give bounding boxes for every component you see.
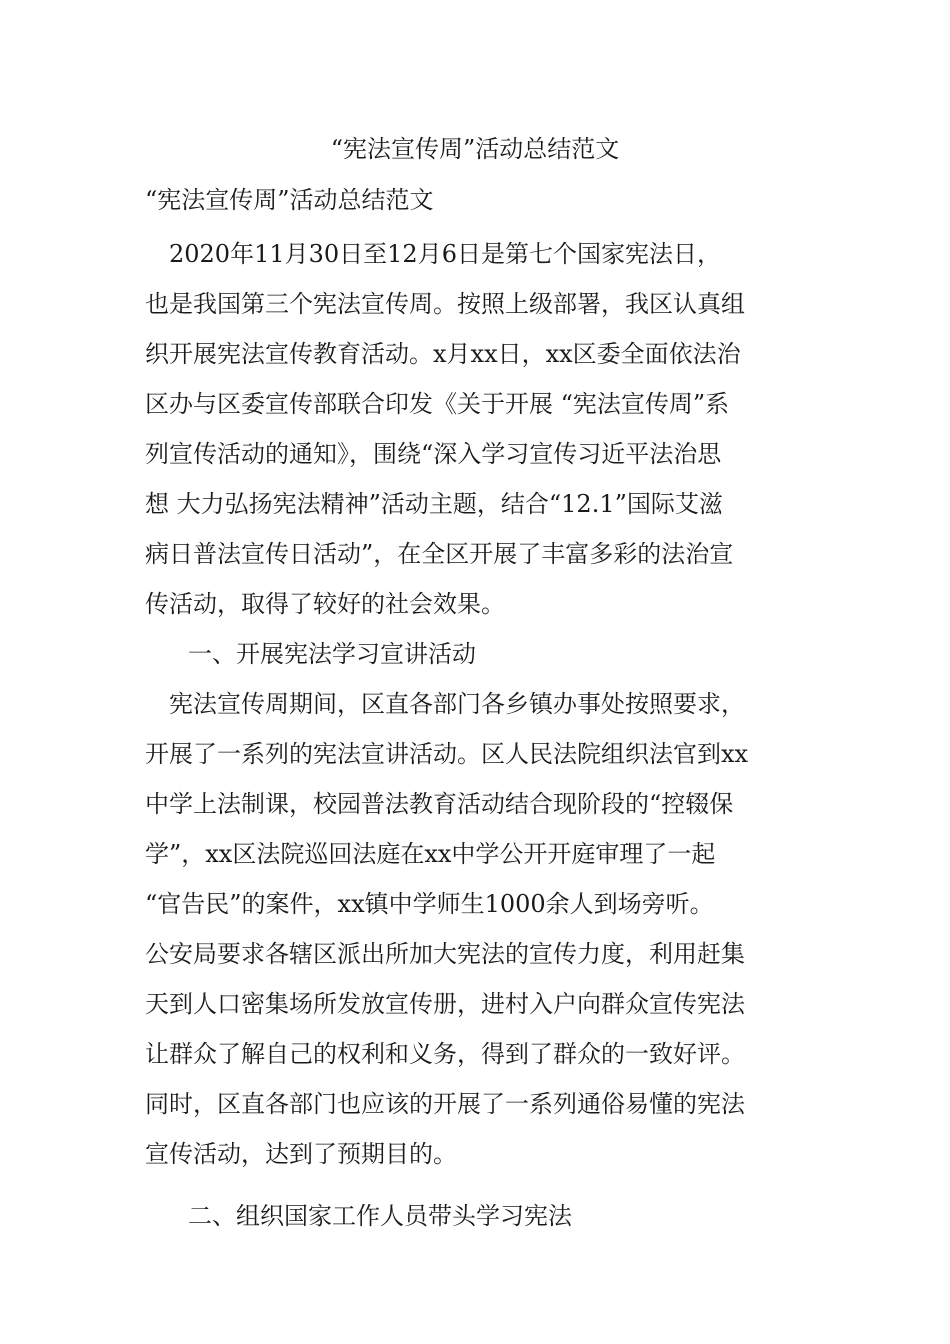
paragraph-line: 开展了一系列的宪法宣讲活动。区人民法院组织法官到xx xyxy=(145,740,749,768)
paragraph-line: 传活动，取得了较好的社会效果。 xyxy=(145,590,505,618)
paragraph-line: 织开展宪法宣传教育活动。x月xx日，xx区委全面依法治 xyxy=(145,340,741,368)
spacer xyxy=(145,1179,815,1191)
paragraph-line: 病日普法宣传日活动”，在全区开展了丰富多彩的法治宣 xyxy=(145,540,734,568)
paragraph-line: “官告民”的案件，xx镇中学师生1000余人到场旁听。 xyxy=(145,890,714,918)
section-heading-2: 二、组织国家工作人员带头学习宪法 xyxy=(188,1202,572,1230)
section-heading-1: 一、开展宪法学习宣讲活动 xyxy=(188,640,476,668)
paragraph-line: 让群众了解自己的权利和义务，得到了群众的一致好评。 xyxy=(145,1040,745,1068)
paragraph-intro xyxy=(145,229,815,629)
document-body xyxy=(145,229,815,1241)
paragraph-line: 宪法宣传周期间，区直各部门各乡镇办事处按照要求， xyxy=(145,690,745,718)
paragraph-line: 学”，xx区法院巡回法庭在xx中学公开开庭审理了一起 xyxy=(145,840,716,868)
paragraph-line: 宣传活动，达到了预期目的。 xyxy=(145,1140,457,1168)
document-title: “宪法宣传周”活动总结范文 xyxy=(330,135,620,163)
document-subtitle: “宪法宣传周”活动总结范文 xyxy=(145,186,434,214)
paragraph-line: 公安局要求各辖区派出所加大宪法的宣传力度，利用赶集 xyxy=(145,940,745,968)
paragraph-line: 2020年11月30日至12月6日是第七个国家宪法日， xyxy=(145,240,721,268)
paragraph-line: 天到人口密集场所发放宣传册，进村入户向群众宣传宪法 xyxy=(145,990,745,1018)
paragraph-line: 同时，区直各部门也应该的开展了一系列通俗易懂的宪法 xyxy=(145,1090,745,1118)
paragraph-line: 想 大力弘扬宪法精神”活动主题，结合“12.1”国际艾滋 xyxy=(145,490,723,518)
paragraph-line: 区办与区委宣传部联合印发《关于开展 “宪法宣传周”系 xyxy=(145,390,730,418)
paragraph-line: 中学上法制课，校园普法教育活动结合现阶段的“控辍保 xyxy=(145,790,734,818)
paragraph-section-1 xyxy=(145,679,815,1179)
paragraph-line: 也是我国第三个宪法宣传周。按照上级部署，我区认真组 xyxy=(145,290,745,318)
paragraph-line: 列宣传活动的通知》，围绕“深入学习宣传习近平法治思 xyxy=(145,440,722,468)
